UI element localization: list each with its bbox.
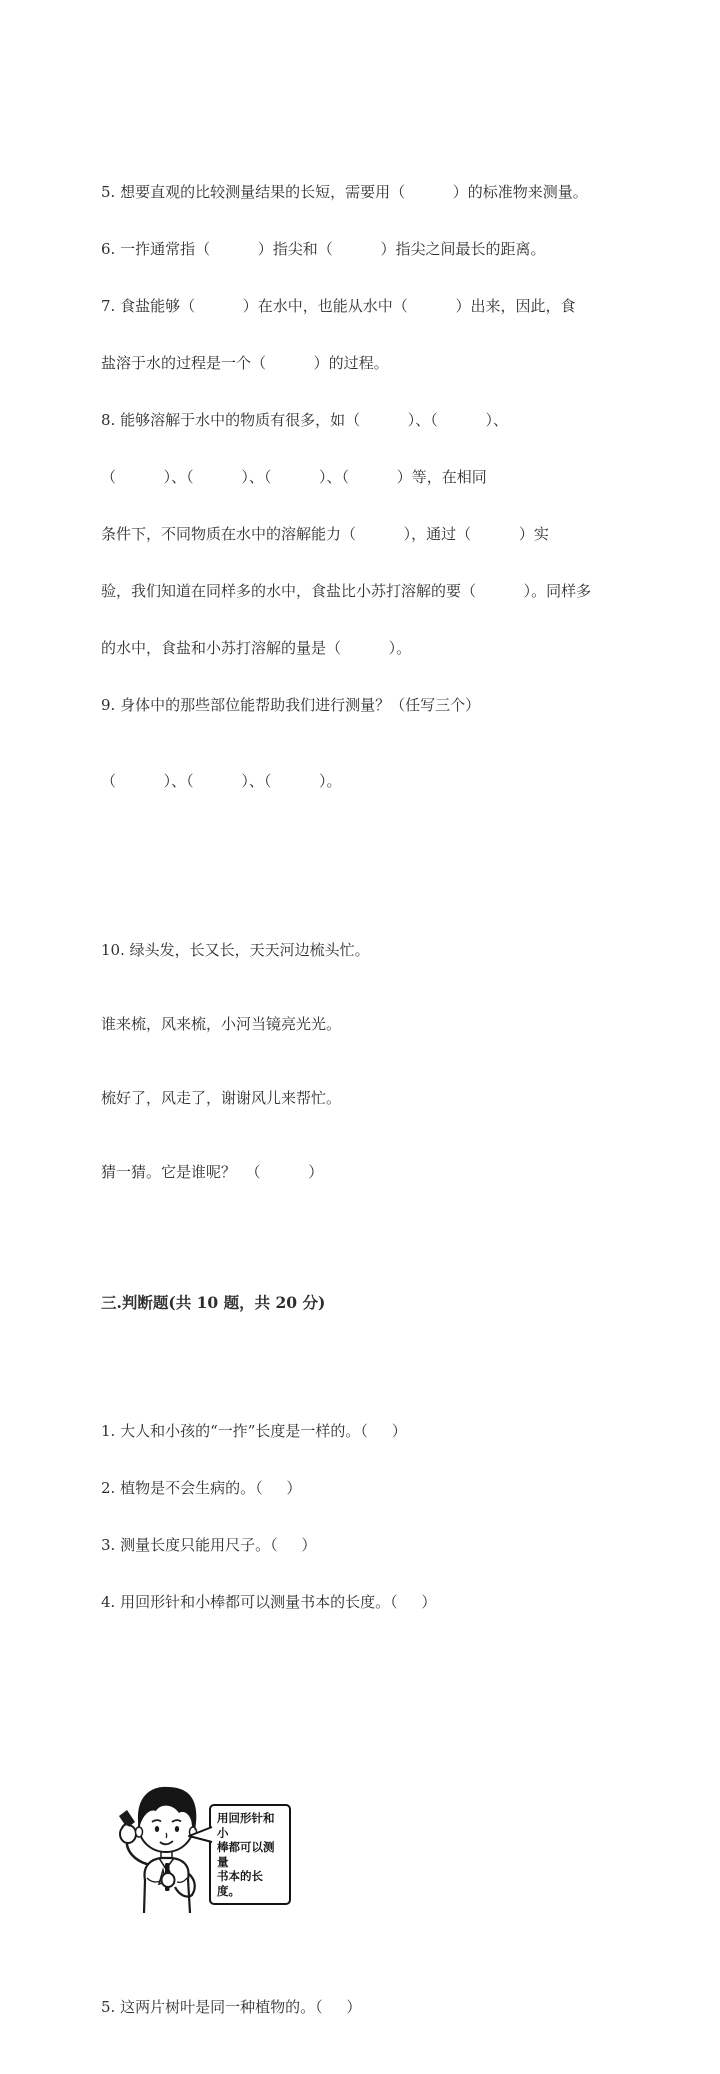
question-8-line-4: 验，我们知道在同样多的水中，食盐比小苏打溶解的要（ ）。同样多 [101, 582, 592, 600]
question-9-answer-blanks: （ ）、（ ）、（ ）。 [101, 772, 342, 790]
question-9-line: 9. 身体中的那些部位能帮助我们进行测量？（任写三个） [101, 696, 481, 714]
speech-bubble-line-3: 书本的长度。 [217, 1869, 263, 1898]
question-8-line-2: （ ）、（ ）、（ ）、（ ）等，在相同 [101, 468, 487, 486]
judgment-item-2: 2. 植物是不会生病的。（ ） [101, 1479, 302, 1497]
cartoon-illustration [101, 1783, 623, 1913]
question-8-line-3: 条件下，不同物质在水中的溶解能力（ ），通过（ ）实 [101, 525, 549, 543]
speech-bubble-tail [187, 1823, 213, 1845]
judgment-section-header: 三.判断题(共 10 题，共 20 分) [101, 1293, 326, 1312]
riddle-line-1: 10. 绿头发，长又长，天天河边梳头忙。 [101, 941, 370, 959]
question-10-riddle [101, 886, 623, 1220]
speech-bubble-line-2: 棒都可以测量 [217, 1840, 275, 1869]
fill-in-blank-section [101, 145, 623, 829]
riddle-line-3: 梳好了，风走了，谢谢风儿来帮忙。 [101, 1089, 342, 1107]
judgment-item-4: 4. 用回形针和小棒都可以测量书本的长度。（ ） [101, 1593, 437, 1611]
speech-bubble [209, 1804, 291, 1905]
question-7-line-2: 盐溶于水的过程是一个（ ）的过程。 [101, 354, 389, 372]
judgment-item-3: 3. 测量长度只能用尺子。（ ） [101, 1536, 317, 1554]
question-6-line: 6. 一拃通常指（ ）指尖和（ ）指尖之间最长的距离。 [101, 240, 546, 258]
question-5-line: 5. 想要直观的比较测量结果的长短，需要用（ ）的标准物来测量。 [101, 183, 588, 201]
question-7-line-1: 7. 食盐能够（ ）在水中，也能从水中（ ）出来，因此，食 [101, 297, 576, 315]
question-8-line-5: 的水中，食盐和小苏打溶解的量是（ ）。 [101, 639, 412, 657]
speech-bubble-line-1: 用回形针和小 [217, 1811, 275, 1840]
question-8-line-1: 8. 能够溶解于水中的物质有很多，如（ ）、（ ）、 [101, 411, 508, 429]
boy-thumbs-up-illustration [113, 1783, 209, 1913]
judgment-item-1: 1. 大人和小孩的“一拃”长度是一样的。（ ） [101, 1422, 407, 1440]
riddle-guess-line: 猜一猜。它是谁呢？ （ ） [101, 1163, 324, 1181]
judgment-item-5: 5. 这两片树叶是同一种植物的。（ ） [101, 1998, 362, 2016]
judgment-items [101, 1384, 623, 1650]
page-content [101, 88, 623, 2074]
riddle-line-2: 谁来梳，风来梳，小河当镜亮光光。 [101, 1015, 342, 1033]
